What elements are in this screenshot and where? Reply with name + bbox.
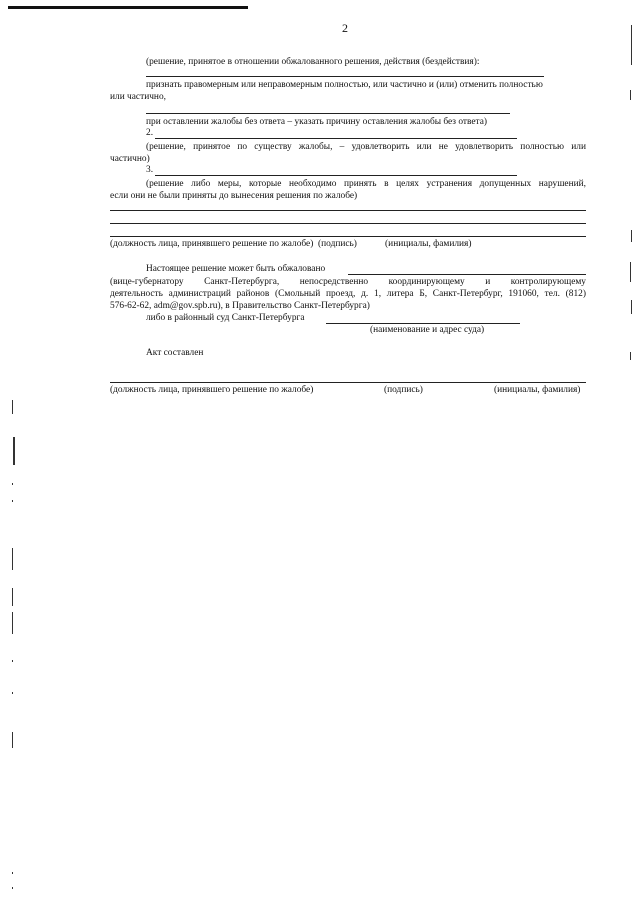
scan-edge-mark — [12, 400, 13, 414]
scan-edge-mark — [12, 588, 13, 606]
scan-edge-mark — [12, 612, 13, 634]
scan-edge-mark — [12, 483, 13, 485]
signature-caption-2-name: (инициалы, фамилия) — [494, 385, 581, 395]
court-caption: (наименование и адрес суда) — [370, 325, 485, 335]
fill-line-2 — [146, 113, 510, 114]
scan-edge-mark — [630, 352, 631, 360]
scan-edge-mark — [12, 692, 13, 694]
fill-line-9 — [326, 323, 520, 324]
scan-edge-mark — [12, 887, 13, 889]
line-18: Акт составлен — [146, 348, 204, 358]
scan-edge-mark — [12, 872, 13, 874]
line-5: 2. — [146, 128, 154, 138]
line-12: Настоящее решение может быть обжаловано — [146, 264, 326, 274]
fill-line-1 — [146, 76, 544, 77]
scan-edge-mark — [630, 90, 631, 100]
line-6: (решение, принятое по существу жалобы, – удовлетворить или не удовлетворить полностью или — [146, 142, 586, 152]
scan-edge-mark — [12, 500, 13, 502]
header-rule — [8, 6, 248, 9]
scan-edge-mark — [631, 300, 632, 314]
scan-edge-mark — [12, 548, 13, 570]
fill-line-10 — [110, 382, 586, 383]
line-10: если они не были приняты до вынесения решения по жалобе) — [110, 191, 358, 201]
page-number: 2 — [342, 21, 348, 35]
line-2: признать правомерным или неправомерным полностью, или частично и (или) отменить полностью — [146, 80, 543, 90]
scan-edge-mark — [631, 230, 632, 242]
scan-edge-mark — [12, 732, 13, 748]
line-14: деятельность администраций районов (Смольный проезд, д. 1, литера Б, Санкт-Петербург, 191060, тел. (812) — [110, 289, 586, 299]
signature-caption-2-position: (должность лица, принявшего решение по жалобе) — [110, 385, 314, 395]
fill-line-3 — [155, 138, 517, 139]
scan-edge-mark — [12, 660, 13, 662]
fill-line-4 — [155, 175, 517, 176]
signature-caption-1: (должность лица, принявшего решение по жалобе) (подпись) (инициалы, фамилия) — [110, 239, 472, 249]
line-15: 576-62-62, adm@gov.spb.ru), в Правительство Санкт-Петербурга) — [110, 301, 370, 311]
scan-edge-mark — [630, 262, 631, 282]
line-9: (решение либо меры, которые необходимо принять в целях устранения допущенных нарушений, — [146, 179, 586, 189]
line-13: (вице-губернатору Санкт-Петербурга, непосредственно координирующему и контролирующему — [110, 277, 586, 287]
fill-line-7 — [110, 236, 586, 237]
line-1: (решение, принятое в отношении обжалованного решения, действия (бездействия): — [146, 57, 480, 67]
scan-edge-mark — [631, 25, 632, 65]
scan-edge-mark — [13, 437, 15, 465]
signature-caption-2-sign: (подпись) — [384, 385, 423, 395]
line-16: либо в районный суд Санкт-Петербурга — [146, 313, 305, 323]
line-3: или частично, — [110, 92, 166, 102]
fill-line-6 — [110, 223, 586, 224]
fill-line-8 — [348, 274, 586, 275]
fill-line-5 — [110, 210, 586, 211]
line-7: частично) — [110, 154, 150, 164]
line-4: при оставлении жалобы без ответа – указать причину оставления жалобы без ответа) — [146, 117, 488, 127]
line-8: 3. — [146, 165, 154, 175]
